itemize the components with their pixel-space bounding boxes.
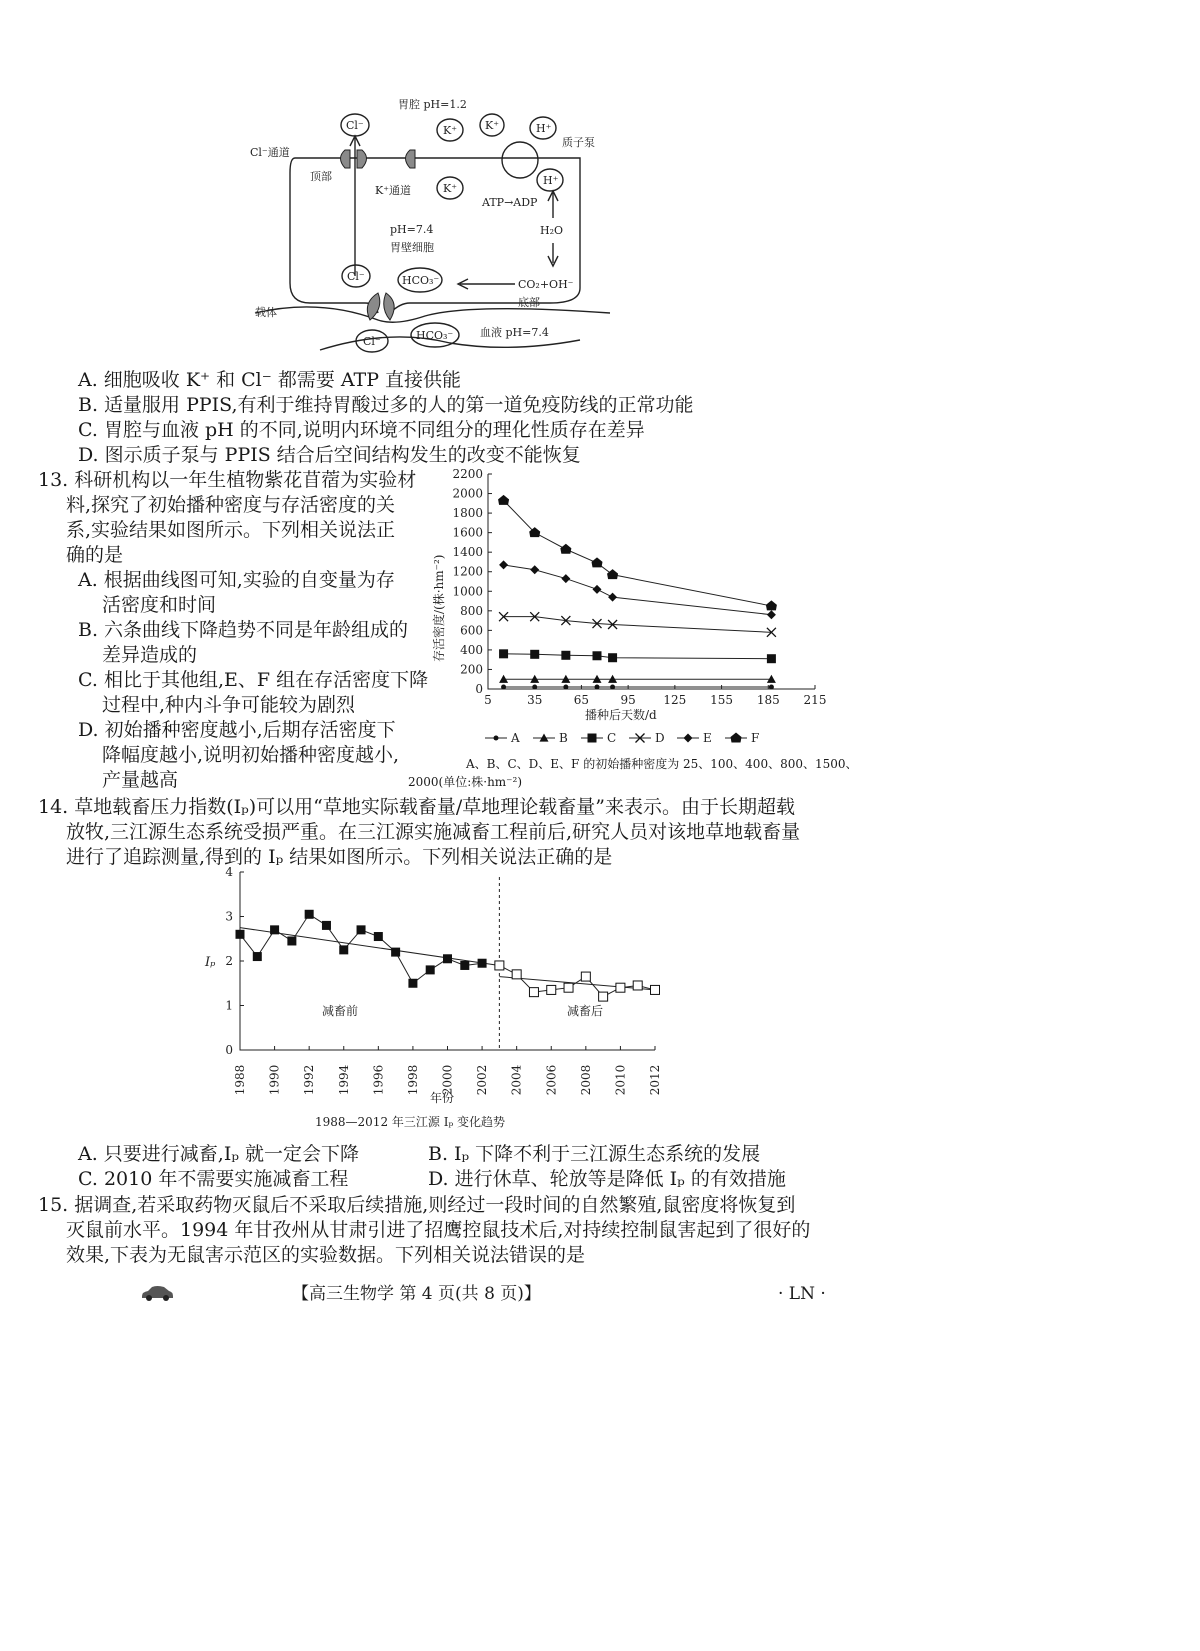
point-C xyxy=(767,654,776,663)
c2-point xyxy=(529,988,538,997)
c2-ylabel: Iₚ xyxy=(205,955,216,970)
c2-series-line xyxy=(240,914,482,983)
ion-cl-top: Cl⁻ xyxy=(346,119,364,132)
c1-xtick-label: 5 xyxy=(484,693,492,707)
series-line-F xyxy=(504,500,772,606)
carrier-label: 载体 xyxy=(255,306,277,319)
c1-xtick-label: 125 xyxy=(663,693,687,707)
ion-k-2: K⁺ xyxy=(443,182,458,195)
footer-code: · LN · xyxy=(778,1284,826,1304)
q13-line: 系,实验结果如图所示。下列相关说法正 xyxy=(66,519,396,541)
c2-trend-line xyxy=(499,977,655,990)
point-C xyxy=(561,651,570,660)
c1-ytick-label: 1800 xyxy=(452,506,483,521)
c2-xtick-label: 1990 xyxy=(267,1064,282,1096)
point-A xyxy=(610,685,615,690)
c2-point xyxy=(478,959,487,968)
c1-ytick-label: 1400 xyxy=(452,545,483,560)
c2-xtick-label: 2006 xyxy=(544,1064,559,1096)
c2-xtick-label: 2010 xyxy=(613,1064,628,1096)
c1-ytick-label: 2000 xyxy=(452,486,483,501)
c1-ytick-label: 0 xyxy=(475,682,483,696)
c2-ytick-label: 2 xyxy=(225,954,233,968)
c1-xtick-label: 185 xyxy=(756,693,780,707)
q13-option-a: A. 根据曲线图可知,实验的自变量为存 xyxy=(78,569,395,591)
point-C xyxy=(608,653,617,662)
c1-xtick-label: 65 xyxy=(573,693,590,707)
c2-xtick-label: 2002 xyxy=(475,1064,490,1096)
c2-xtick-label: 1996 xyxy=(371,1064,386,1096)
c1-xlabel: 播种后天数/d xyxy=(585,708,657,722)
c2-ytick-label: 4 xyxy=(225,865,233,879)
footer-page-info: 【高三生物学 第 4 页(共 8 页)】 xyxy=(292,1284,541,1304)
c2-point xyxy=(426,965,435,974)
point-C xyxy=(499,649,508,658)
q13-line: 差异造成的 xyxy=(102,644,198,666)
c2-point xyxy=(495,961,504,970)
c2-point xyxy=(547,985,556,994)
c1-ytick-label: 2200 xyxy=(452,467,483,481)
cell-membrane-left xyxy=(290,158,378,313)
c2-point xyxy=(633,981,642,990)
legend-marker-C xyxy=(588,734,597,743)
c1-ytick-label: 400 xyxy=(460,642,483,657)
q13-line: 过程中,种内斗争可能较为剧烈 xyxy=(102,694,356,716)
c2-point xyxy=(460,961,469,970)
c2-xtick-label: 2000 xyxy=(440,1064,455,1096)
q14-line: 放牧,三江源生态系统受损严重。在三江源实施减畜工程前后,研究人员对该地草地载畜量 xyxy=(66,821,801,843)
point-E xyxy=(499,560,508,569)
point-A xyxy=(563,685,568,690)
c2-point xyxy=(357,925,366,934)
ion-k-1: K⁺ xyxy=(443,124,458,137)
cell-name-label: 胃壁细胞 xyxy=(390,241,434,254)
blood-label: 血液 pH=7.4 xyxy=(480,326,549,339)
point-F xyxy=(766,600,777,610)
c2-xtick-label: 2012 xyxy=(648,1064,662,1096)
c1-ytick-label: 1200 xyxy=(452,564,483,579)
q13-chart-note-1: A、B、C、D、E、F 的初始播种密度为 25、100、400、800、1500、 xyxy=(466,757,858,771)
series-line-D xyxy=(504,617,772,633)
point-F xyxy=(607,569,618,579)
point-E xyxy=(593,585,602,594)
c2-point xyxy=(322,921,331,930)
q15-line: 15. 据调查,若采取药物灭鼠后不采取后续措施,则经过一段时间的自然繁殖,鼠密度将恢复到 xyxy=(38,1194,796,1216)
c1-xtick-label: 35 xyxy=(527,693,543,707)
q12-option-d: D. 图示质子泵与 PPIS 结合后空间结构发生的改变不能恢复 xyxy=(78,444,581,466)
point-F xyxy=(498,495,509,505)
q14-line: 14. 草地载畜压力指数(Iₚ)可以用“草地实际载畜量/草地理论载畜量”来表示。由于长期超载 xyxy=(38,796,796,818)
c2-xtick-label: 2004 xyxy=(509,1064,524,1096)
cl-channel-label: Cl⁻通道 xyxy=(250,146,290,159)
apical-label: 顶部 xyxy=(310,170,332,183)
q13-chart-note-2: 2000(单位:株·hm⁻²) xyxy=(408,775,523,789)
ion-hco3-mid: HCO₃⁻ xyxy=(402,274,440,287)
c2-point xyxy=(408,979,417,988)
car-logo-icon xyxy=(140,1284,174,1302)
q13-option-d: D. 初始播种密度越小,后期存活密度下 xyxy=(78,719,396,741)
q12-option-a: A. 细胞吸收 K⁺ 和 Cl⁻ 都需要 ATP 直接供能 xyxy=(78,369,462,391)
c2-point xyxy=(253,952,262,961)
point-E xyxy=(608,593,617,602)
c2-ytick-label: 1 xyxy=(225,998,233,1013)
c2-point xyxy=(616,983,625,992)
c2-point xyxy=(599,992,608,1001)
c2-point xyxy=(236,930,245,939)
h2o-label: H₂O xyxy=(540,224,564,237)
c1-ytick-label: 200 xyxy=(460,662,483,677)
c2-ytick-label: 3 xyxy=(225,909,233,924)
point-F xyxy=(560,544,571,554)
ip-trend-chart xyxy=(195,862,685,1137)
c1-xtick-label: 95 xyxy=(620,693,636,707)
legend-label-D: D xyxy=(655,731,665,745)
c2-xtick-label: 1988 xyxy=(233,1064,247,1096)
q13-line: 确的是 xyxy=(66,544,124,566)
ion-h-2: H⁺ xyxy=(543,174,559,187)
c2-point xyxy=(374,932,383,941)
point-A xyxy=(501,685,506,690)
c1-ytick-label: 1600 xyxy=(452,525,483,540)
q14-option-d: D. 进行休草、轮放等是降低 Iₚ 的有效措施 xyxy=(428,1168,786,1190)
c1-xtick-label: 215 xyxy=(803,693,827,707)
legend-marker-F xyxy=(731,733,742,743)
c1-ylabel: 存活密度/(株·hm⁻²) xyxy=(432,554,446,662)
point-C xyxy=(593,651,602,660)
q14-option-b: B. Iₚ 下降不利于三江源生态系统的发展 xyxy=(428,1143,761,1165)
c2-ytick-label: 0 xyxy=(225,1043,233,1057)
c1-ytick-label: 600 xyxy=(460,623,483,638)
c2-series-line xyxy=(499,965,655,996)
q15-line: 灭鼠前水平。1994 年甘孜州从甘肃引进了招鹰控鼠技术后,对持续控制鼠害起到了很好的 xyxy=(66,1219,811,1241)
legend-label-C: C xyxy=(607,731,617,745)
c2-xtick-label: 1998 xyxy=(405,1064,420,1096)
point-C xyxy=(530,650,539,659)
co2-label: CO₂+OH⁻ xyxy=(518,278,574,291)
c1-xtick-label: 155 xyxy=(710,693,734,707)
q14-line: 进行了追踪测量,得到的 Iₚ 结果如图所示。下列相关说法正确的是 xyxy=(66,846,613,868)
ion-k-3: K⁺ xyxy=(485,119,500,132)
basal-label: 底部 xyxy=(518,296,540,309)
c1-ytick-label: 1000 xyxy=(452,584,483,599)
atp-label: ATP→ADP xyxy=(482,196,538,209)
c2-xtick-label: 2008 xyxy=(578,1064,593,1096)
k-channel-label: K⁺通道 xyxy=(375,184,412,197)
c2-point xyxy=(581,972,590,981)
ion-cl-bottom: Cl⁻ xyxy=(363,335,381,348)
stomach-label: 胃腔 pH=1.2 xyxy=(398,98,467,111)
parietal-cell-diagram xyxy=(250,88,620,363)
legend-label-B: B xyxy=(559,731,568,745)
legend-label-F: F xyxy=(751,731,760,745)
after-label: 减畜后 xyxy=(567,1004,604,1018)
c2-point xyxy=(339,945,348,954)
q13-line: 13. 科研机构以一年生植物紫花苜蓿为实验材 xyxy=(38,469,417,491)
q12-option-c: C. 胃腔与血液 pH 的不同,说明内环境不同组分的理化性质存在差异 xyxy=(78,419,645,441)
point-E xyxy=(561,574,570,583)
q14-option-a: A. 只要进行减畜,Iₚ 就一定会下降 xyxy=(78,1143,359,1165)
q14-option-c: C. 2010 年不需要实施减畜工程 xyxy=(78,1168,349,1190)
series-line-E xyxy=(504,565,772,615)
survival-density-chart xyxy=(425,462,835,747)
c2-point xyxy=(270,925,279,934)
point-A xyxy=(595,685,600,690)
c2-point xyxy=(443,954,452,963)
c2-xtick-label: 1992 xyxy=(302,1064,317,1096)
c2-point xyxy=(287,936,296,945)
point-E xyxy=(767,610,776,619)
q13-line: 产量越高 xyxy=(102,769,179,791)
point-A xyxy=(532,685,537,690)
c2-point xyxy=(305,910,314,919)
q13-line: 降幅度越小,说明初始播种密度越小, xyxy=(102,744,400,766)
legend-label-A: A xyxy=(511,731,520,745)
q13-line: 料,探究了初始播种密度与存活密度的关 xyxy=(66,494,396,516)
q13-line: 活密度和时间 xyxy=(102,594,217,616)
q12-option-b: B. 适量服用 PPIS,有利于维持胃酸过多的人的第一道免疫防线的正常功能 xyxy=(78,394,694,416)
c1-ytick-label: 800 xyxy=(460,603,483,618)
c2-xlabel: 年份 xyxy=(430,1091,455,1105)
ion-h-1: H⁺ xyxy=(536,122,552,135)
point-E xyxy=(530,565,539,574)
ion-cl-mid: Cl⁻ xyxy=(347,270,365,283)
c2-point xyxy=(564,983,573,992)
proton-pump-label: 质子泵 xyxy=(562,136,595,149)
point-F xyxy=(592,557,603,567)
q15-line: 效果,下表为无鼠害示范区的实验数据。下列相关说法错误的是 xyxy=(66,1244,586,1266)
before-label: 减畜前 xyxy=(322,1004,359,1018)
c2-point xyxy=(391,948,400,957)
legend-label-E: E xyxy=(703,731,712,745)
c2-point xyxy=(651,985,660,994)
series-line-C xyxy=(504,654,772,659)
q13-option-c: C. 相比于其他组,E、F 组在存活密度下降 xyxy=(78,669,429,691)
cell-ph-label: pH=7.4 xyxy=(390,223,434,236)
q13-option-b: B. 六条曲线下降趋势不同是年龄组成的 xyxy=(78,619,409,641)
legend-marker-E xyxy=(684,734,693,743)
legend-marker-A xyxy=(494,736,499,741)
c2-point xyxy=(512,970,521,979)
c2-title: 1988—2012 年三江源 Iₚ 变化趋势 xyxy=(315,1115,506,1129)
point-A xyxy=(769,685,774,690)
ion-hco3-bottom: HCO₃⁻ xyxy=(416,329,454,342)
c2-xtick-label: 1994 xyxy=(336,1064,351,1096)
